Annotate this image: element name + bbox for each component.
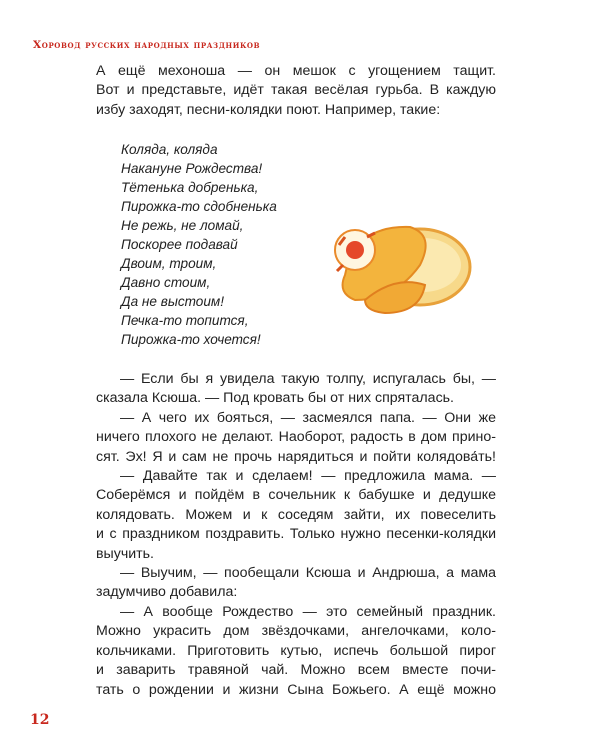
poem-line: Да не выстоим!: [121, 294, 225, 309]
text-line: сказала Ксюша. — Под кровать бы от них спряталась.: [96, 390, 454, 407]
text-line: сят. Эх! Я и сам не прочь нарядиться и пойти колядова́ть!: [96, 448, 496, 465]
poem-line: Не режь, не ломай,: [121, 218, 244, 233]
poem-line: Печка-то топится,: [121, 313, 249, 328]
text-line: кольчиками. Приготовить кутью, испечь большой пирог: [96, 642, 496, 659]
text-line: — Давайте так и сделаем! — предложила мама. —: [120, 468, 496, 485]
text-line: — А чего их бояться, — засмеялся папа. — Они же: [120, 409, 496, 426]
text-line: — А вообще Рождество — это семейный праздник.: [120, 603, 496, 620]
text-line: и с праздником поздравить. Только нужно песенки-колядки: [96, 526, 496, 543]
text-line: тать о рождении и жизни Сына Божьего. А ещё можно: [96, 681, 496, 698]
text-line: ничего плохого не делают. Наоборот, радость в дом прино-: [96, 429, 496, 446]
text-line: задумчиво добавила:: [96, 584, 238, 601]
text-line: — Если бы я увидела такую толпу, испугалась бы, —: [120, 371, 496, 387]
text-line: Вот и представьте, идёт такая весёлая гурьба. В каждую: [96, 82, 496, 99]
text-line: — Выучим, — пообещали Ксюша и Андрюша, а мама: [120, 565, 496, 582]
text-line: Соберёмся и пойдём в сочельник к бабушке и дедушке: [96, 487, 496, 504]
poem-line: Давно стоим,: [121, 275, 211, 290]
text-line: и заварить травяной чай. Можно всем вместе почи-: [96, 662, 496, 679]
text-line: выучить.: [96, 545, 154, 562]
poem-line: Поскорее подавай: [121, 237, 238, 252]
carol-poem: [121, 140, 277, 349]
pies-illustration: [325, 205, 475, 325]
dialogue-text: [96, 370, 496, 700]
text-line: А ещё мехоноша — он мешок с угощением тащит.: [96, 63, 496, 79]
text-line: Можно украсить дом звёздочками, ангелочками, коло-: [96, 623, 496, 640]
poem-line: Тётенька добренька,: [121, 180, 259, 195]
poem-line: Накануне Рождества!: [121, 161, 263, 176]
text-line: колядовать. Можем и к соседям зайти, их повеселить: [96, 506, 496, 523]
poem-line: Двоим, троим,: [121, 256, 217, 271]
poem-line: Пирожка-то сдобненька: [121, 199, 277, 214]
text-line: избу заходят, песни-колядки поют. Например, такие:: [96, 101, 441, 118]
poem-line: Пирожка-то хочется!: [121, 332, 261, 347]
page-number: 12: [30, 712, 50, 728]
poem-line: Коляда, коляда: [121, 142, 218, 157]
running-header: Хоровод русских народных праздников: [33, 39, 261, 51]
intro-paragraph: [96, 62, 496, 120]
